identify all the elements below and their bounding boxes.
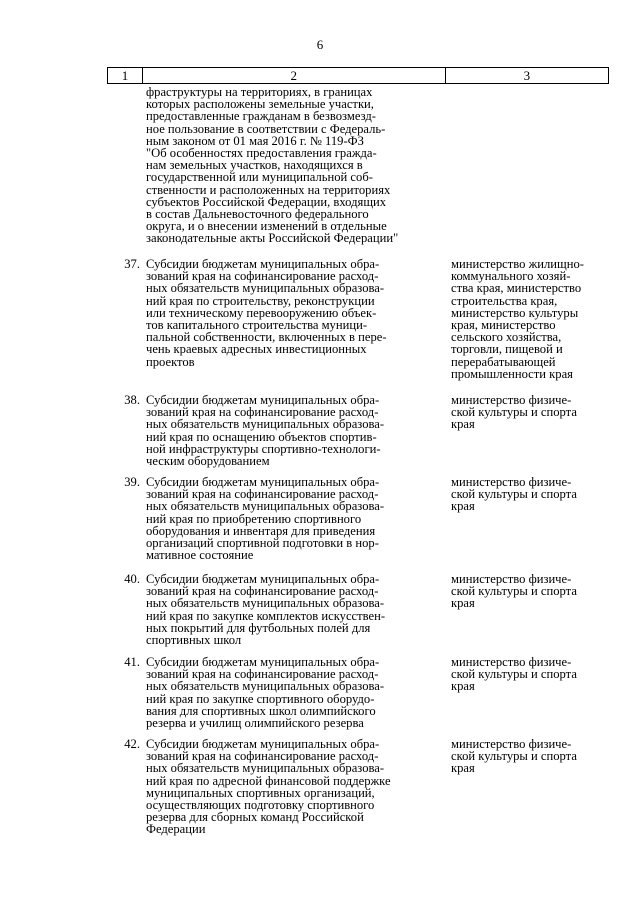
row-description: Субсидии бюджетам муниципальных обра- зований края на софинансирование расход- ных обязательств муниципальных образова- ний края по закупке спортивного оборудо- вания для спортивных школ олимпийского резерва и училищ олимпийского резерва (146, 655, 385, 731)
row-number: 42. (124, 737, 140, 751)
row-description: Субсидии бюджетам муниципальных обра- зований края на софинансирование расход- ных обязательств муниципальных образова- ний края по оснащению объектов спортив- ной инфраструктуры спортивно-технологи- ческим оборудованием (146, 393, 385, 469)
row-number: 37. (124, 257, 140, 271)
row-number: 39. (124, 475, 140, 489)
row-responsible: министерство физиче- ской культуры и спорта края (451, 475, 577, 514)
table-header (107, 67, 609, 84)
page-number: 6 (316, 37, 324, 52)
row-description: Субсидии бюджетам муниципальных обра- зований края на софинансирование расход- ных обязательств муниципальных образова- ний края по строительству, реконструкции или техническому перевооружению объек- тов капитального строительства муници- пальной собственности, включенных в пере- чень краевых адресных инвестиционных проектов (146, 257, 387, 369)
row-description: Субсидии бюджетам муниципальных обра- зований края на софинансирование расход- ных обязательств муниципальных образова- ний края по приобретению спортивного оборудования и инвентаря для приведения организаций спортивной подготовки в нор- мативное состояние (146, 475, 385, 563)
row-number: 38. (124, 393, 140, 407)
column-header-1: 1 (108, 68, 143, 84)
row-responsible: министерство физиче- ской культуры и спорта края (451, 655, 577, 694)
row-number: 41. (124, 655, 140, 669)
row-responsible: министерство физиче- ской культуры и спорта края (451, 737, 577, 776)
row-description: Субсидии бюджетам муниципальных обра- зований края на софинансирование расход- ных обязательств муниципальных образова- ний края по адресной финансовой поддержке муниципальных спортивных организаций, осуществляющих подготовку спортивного резерва для сборных команд Российской Федерации (146, 737, 391, 837)
row-responsible: министерство физиче- ской культуры и спорта края (451, 393, 577, 432)
row-responsible: министерство физиче- ской культуры и спорта края (451, 572, 577, 611)
row-number: 40. (124, 572, 140, 586)
row-description: фраструктуры на территориях, в границах которых расположены земельные участки, предоставленные гражданам в безвозмезд- ное пользование в соответствии с Федераль- ным законом от 01 мая 2016 г. № 119-ФЗ "Об особенностях предоставления гражда- нам земельных участков, находящихся в государственной или муниципальной соб- ственности и расположенных на территориях субъектов Российской Федерации, входящих в состав Дальневосточного федерального округа, и о внесении изменений в отдельные законодательные акты Российской Федерации" (146, 85, 399, 246)
row-description: Субсидии бюджетам муниципальных обра- зований края на софинансирование расход- ных обязательств муниципальных образова- ний края по закупке комплектов искусствен- ных покрытий для футбольных полей для спортивных школ (146, 572, 386, 648)
column-header-2: 2 (142, 68, 445, 84)
row-responsible: министерство жилищно- коммунального хозяй- ства края, министерство строительства края, министерство культуры края, министерство сельского хозяйства, торговли, пищевой и перерабатывающей промышленности края (451, 257, 584, 381)
column-header-3: 3 (445, 68, 608, 84)
